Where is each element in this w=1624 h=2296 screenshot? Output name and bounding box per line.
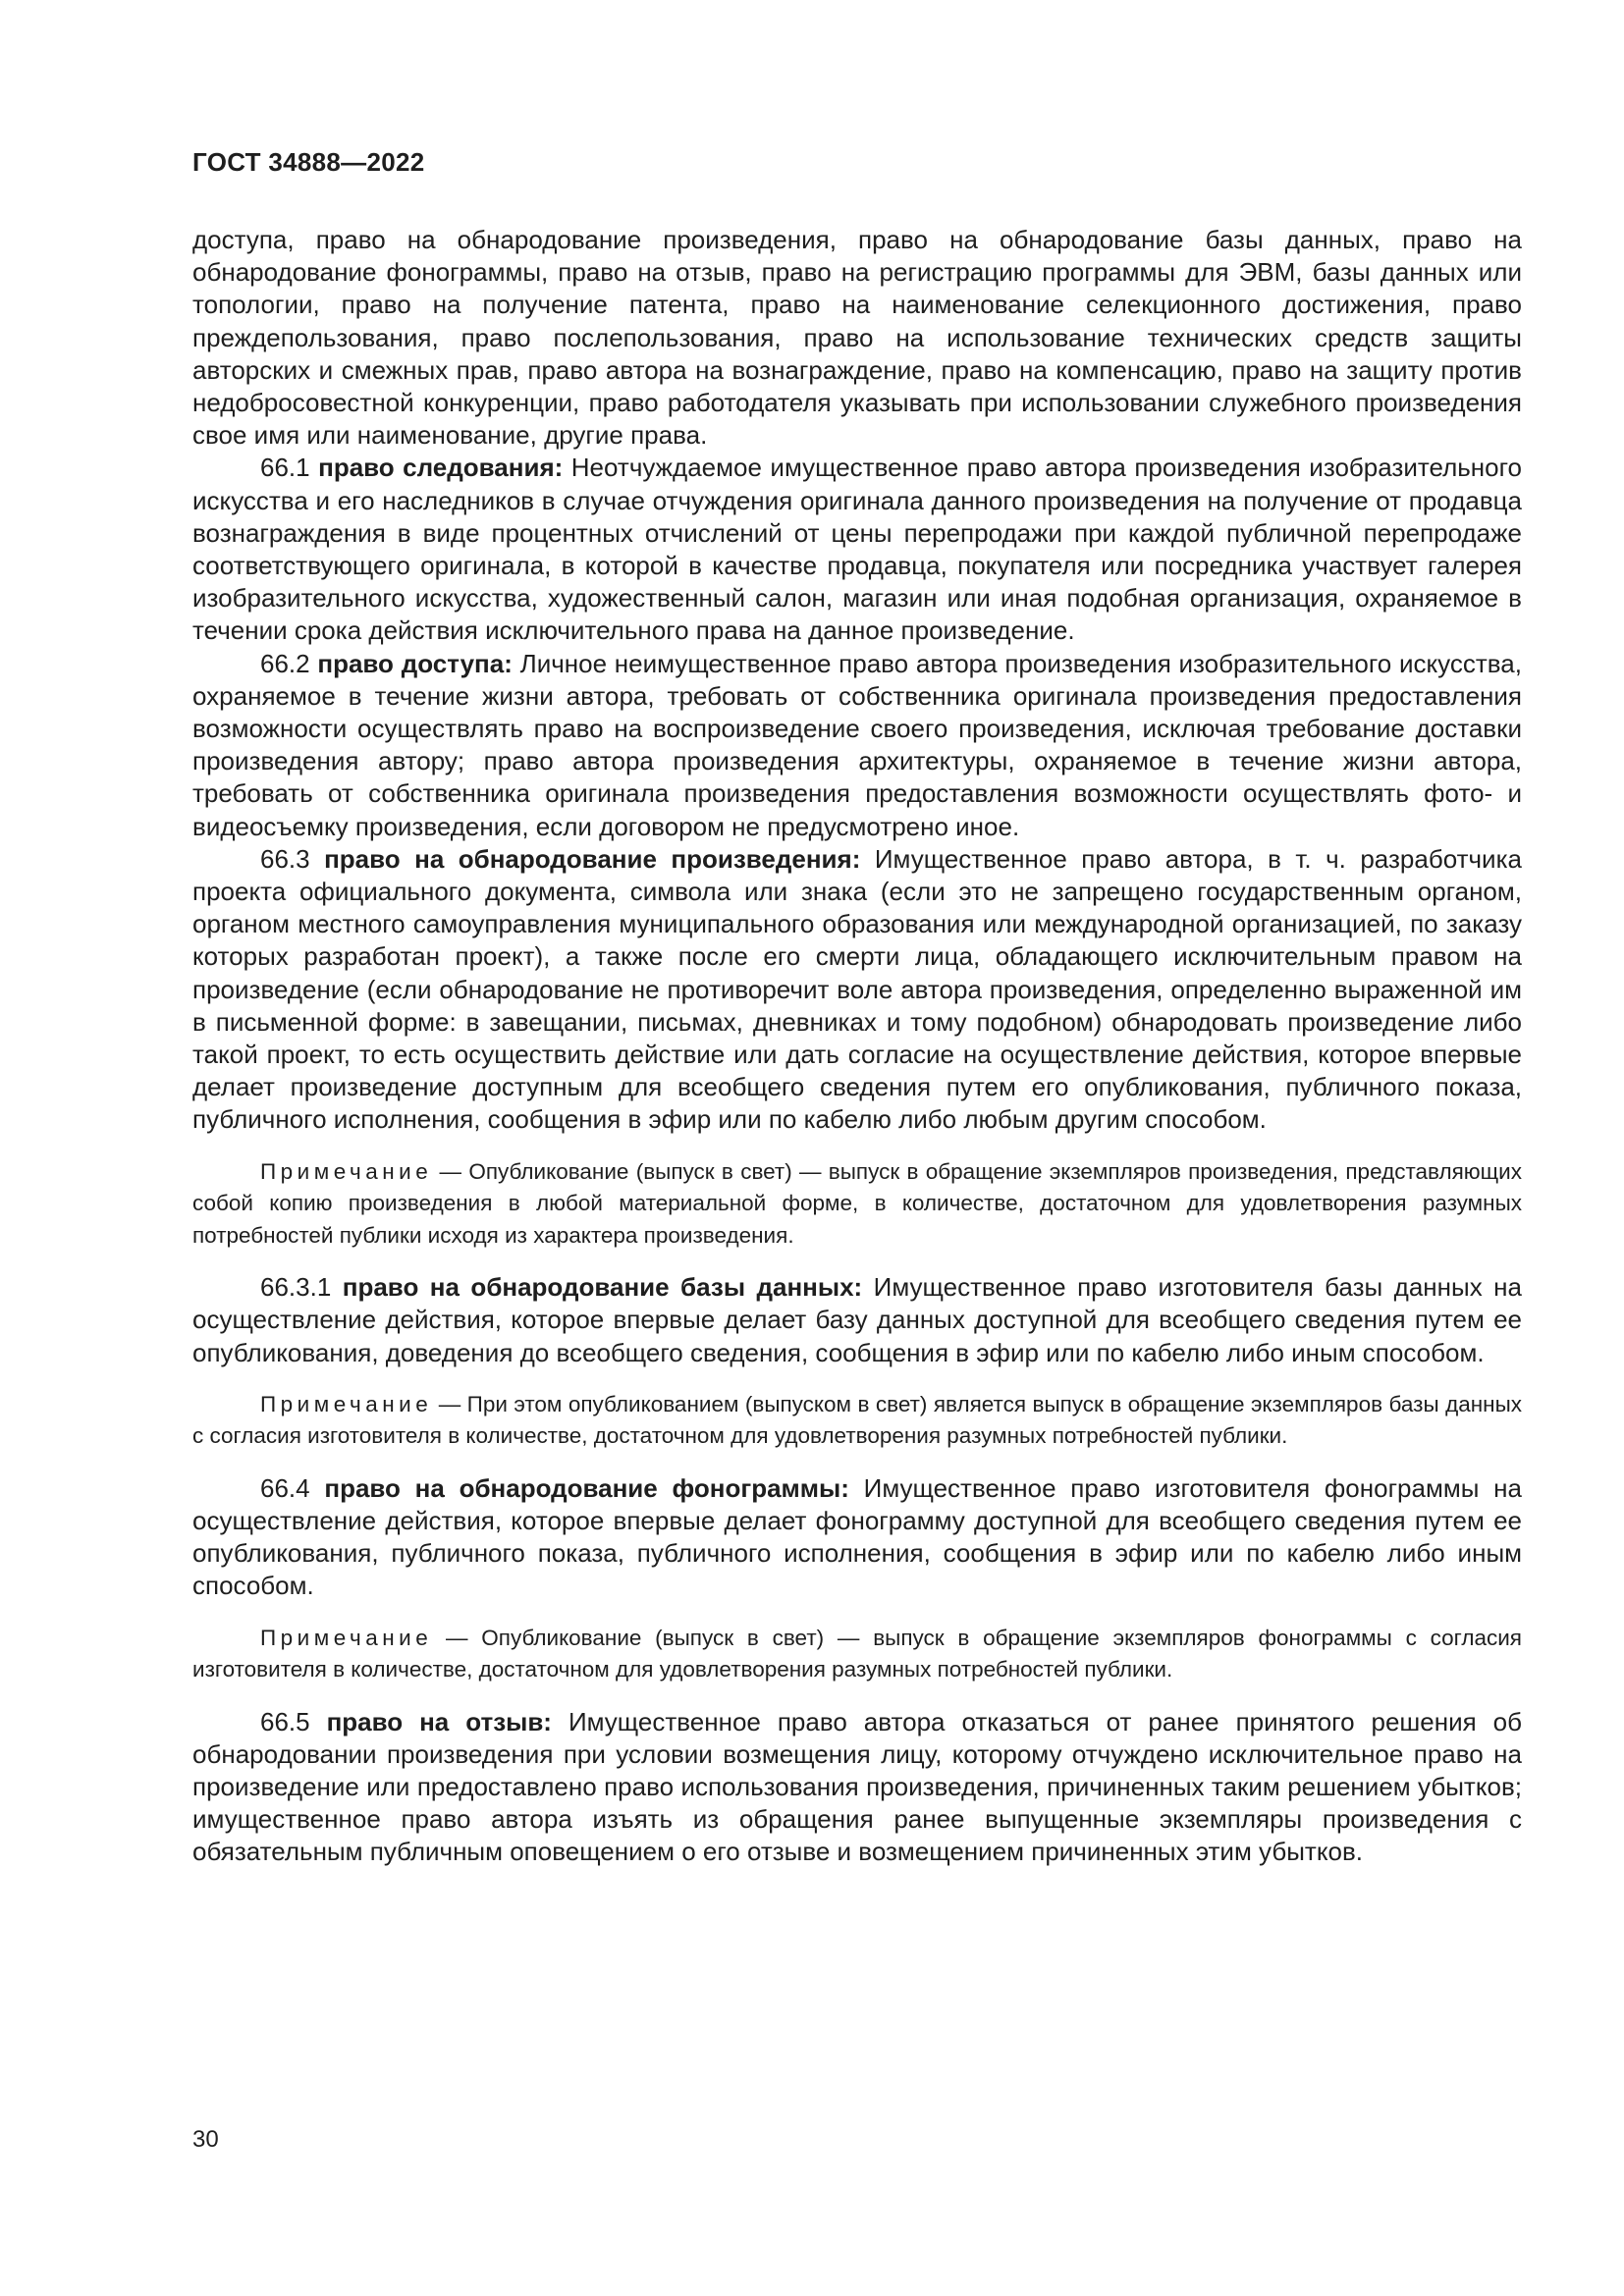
term-definition: Неотчуждаемое имущественное право автора произведения изобразительного искусства и его наследников в случае отчуждения оригинала данного произведения на получение от продавца вознаграждения в виде процентных отчислений от цены перепродажи при каждой публичной перепродаже соответствующего оригинала, в которой в качестве продавца, покупателя или посредника участвует галерея изобразительного искусства, художественный салон, магазин или иная подобная организация, охраняемое в течении срока действия исключительного права на данное произведение. (192, 453, 1522, 646)
term-title: право на обнародование фонограммы: (324, 1472, 849, 1503)
term-definition: Личное неимущественное право автора произведения изобразительного искусства, охраняемое в течение жизни автора, требовать от собственника оригинала произведения предоставления возможности осуществлять право на воспроизведение своего произведения, исключая требование доставки произведения автору; право автора произведения архитектуры, охраняемое в течение жизни автора, требовать от собственника оригинала произведения предоставления возможности осуществлять фото- и видеосъемку произведения, если договором не предусмотрено иное. (192, 648, 1522, 841)
note-label: Примечание (260, 1158, 433, 1184)
document-header: ГОСТ 34888—2022 (192, 147, 425, 177)
term-66-3 (192, 843, 1522, 1137)
term-definition: Имущественное право автора отказаться от ранее принятого решения об обнародовании произведения при условии возмещения лицу, которому отчуждено исключительное право на произведение или предоставлено право использования произведения, причиненных таким решением убытков; имущественное право автора изъять из обращения ранее выпущенные экземпляры произведения с обязательным публичным оповещением о его отзыве и возмещением причиненных этим убытков. (192, 1706, 1523, 1867)
term-number: 66.4 (260, 1472, 310, 1503)
note-66-3-1 (192, 1389, 1522, 1453)
page-number: 30 (192, 2126, 219, 2153)
document-body (192, 224, 1522, 1869)
note-66-4 (192, 1623, 1522, 1686)
term-title: право на отзыв: (326, 1706, 552, 1736)
term-66-5 (192, 1706, 1522, 1869)
note-label: Примечание (260, 1391, 433, 1416)
term-66-3-1 (192, 1271, 1522, 1369)
term-number: 66.3 (260, 843, 310, 874)
intro-paragraph: доступа, право на обнародование произведения, право на обнародование базы данных, право на обнародование фонограммы, право на отзыв, право на регистрацию программы для ЭВМ, базы данных или топологии, право на получение патента, право на наименование селекционного достижения, право преждепользования, право послепользования, право на использование технических средств защиты авторских и смежных прав, право автора на вознаграждение, право на компенсацию, право на защиту против недобросовестной конкуренции, право работодателя указывать при использовании служебного произведения свое имя или наименование, другие права. (192, 225, 1522, 451)
note-text: — Опубликование (выпуск в свет) — выпуск в обращение экземпляров фонограммы с согласия изготовителя в количестве, достаточном для удовлетворения разумных потребностей публики. (192, 1625, 1522, 1682)
note-66-3 (192, 1156, 1522, 1253)
term-title: право следования: (318, 453, 564, 483)
term-title: право доступа: (317, 648, 513, 678)
term-definition: Имущественное право изготовителя базы данных на осуществление действия, которое впервые делает базу данных доступной для всеобщего сведения путем ее опубликования, доведения до всеобщего сведения, сообщения в эфир или по кабелю либо иным способом. (192, 1272, 1522, 1367)
term-66-1 (192, 452, 1522, 647)
term-number: 66.3.1 (260, 1272, 332, 1303)
term-66-4 (192, 1472, 1522, 1603)
term-definition: Имущественное право автора, в т. ч. разработчика проекта официального документа, символа или знака (если это не запрещено государственным органом, органом местного самоуправления муниципального образования или международной организацией, по заказу которых разработан проект), а также после его смерти лица, обладающего исключительным правом на произведение (если обнародование не противоречит воле автора произведения, определенно выраженной им в письменной форме: в завещании, письмах, дневниках и тому подобном) обнародовать произведение либо такой проект, то есть осуществить действие или дать согласие на осуществление действия, которое впервые делает произведение доступным для всеобщего сведения путем его опубликования, публичного показа, публичного исполнения, сообщения в эфир или по кабелю либо любым другим способом. (192, 843, 1522, 1135)
term-title: право на обнародование произведения: (324, 843, 861, 874)
term-title: право на обнародование базы данных: (342, 1272, 863, 1303)
note-text: — Опубликование (выпуск в свет) — выпуск в обращение экземпляров произведения, представляющих собой копию произведения в любой материальной форме, в количестве, достаточном для удовлетворения разумных потребностей публики исходя из характера произведения. (192, 1158, 1522, 1248)
note-text: — При этом опубликованием (выпуском в свет) является выпуск в обращение экземпляров базы данных с согласия изготовителя в количестве, достаточном для удовлетворения разумных потребностей публики. (192, 1391, 1522, 1449)
term-number: 66.2 (260, 648, 310, 678)
note-label: Примечание (260, 1625, 433, 1650)
term-number: 66.5 (260, 1706, 310, 1736)
term-definition: Имущественное право изготовителя фонограммы на осуществление действия, которое впервые делает фонограмму доступной для всеобщего сведения путем ее опубликования, публичного показа, публичного исполнения, сообщения в эфир или по кабелю либо иным способом. (192, 1472, 1522, 1601)
term-66-2 (192, 648, 1522, 843)
term-number: 66.1 (260, 453, 310, 483)
